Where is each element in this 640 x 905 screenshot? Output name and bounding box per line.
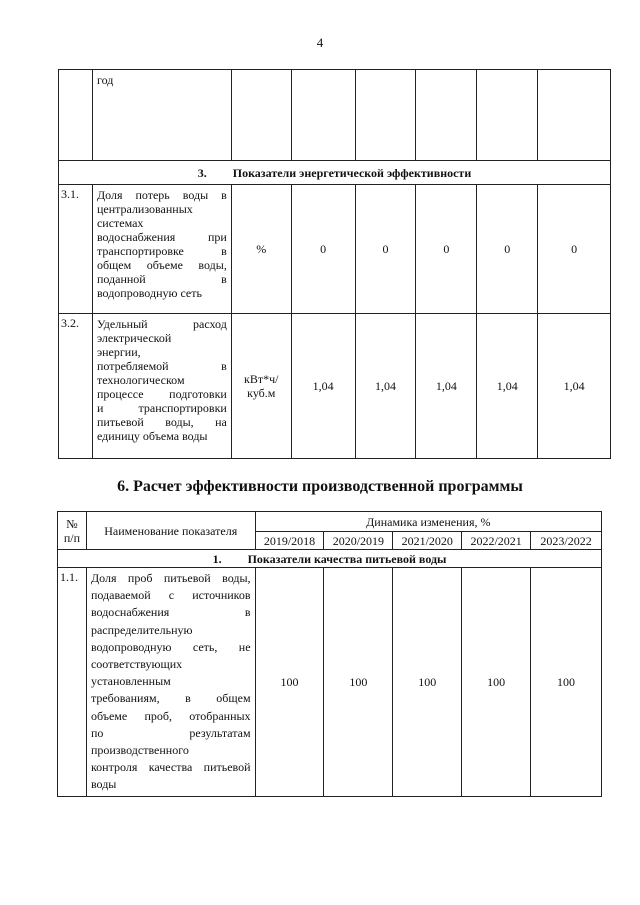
year-header: 2022/2021	[462, 532, 531, 550]
section-heading: 6. Расчет эффективности производственной программы	[117, 478, 523, 495]
year-header: 2021/2020	[393, 532, 462, 550]
value-cell: 1,04	[538, 314, 611, 459]
year-header: 2020/2019	[324, 532, 393, 550]
row-name: год	[92, 70, 231, 161]
row-name: Доля проб питьевой воды, подаваемой с источников водоснабжения в распределительную водопроводную сеть, не соответствующих установленным требованиям, в общем объеме проб, отобранных по результатам производственного контроля качества питьевой воды	[86, 568, 255, 797]
section-row	[59, 161, 611, 185]
section-number: 3.	[197, 165, 207, 180]
value-cell: 1,04	[477, 314, 538, 459]
table-row	[58, 568, 602, 797]
row-name: Удельный расход электрической энергии, потребляемой в технологическом процессе подготовки и транспортировки питьевой воды, на единицу объема воды	[92, 314, 231, 459]
row-number: 3.1.	[59, 185, 93, 314]
value-cell: 1,04	[291, 314, 355, 459]
table-row	[59, 314, 611, 459]
unit-cell: %	[231, 185, 291, 314]
row-number: 3.2.	[59, 314, 93, 459]
header-row	[58, 512, 602, 532]
page-number: 4	[316, 35, 324, 50]
value-cell: 100	[255, 568, 324, 797]
value-cell: 100	[531, 568, 602, 797]
row-name: Доля потерь воды в централизованных системах водоснабжения при транспортировке в общем объеме воды, поданной в водопроводную сеть	[92, 185, 231, 314]
year-header: 2023/2022	[531, 532, 602, 550]
table-row	[59, 185, 611, 314]
value-cell: 0	[538, 185, 611, 314]
indicators-table	[58, 69, 611, 459]
section-number: 1.	[212, 551, 222, 566]
unit-cell: кВт*ч/ куб.м	[231, 314, 291, 459]
value-cell: 0	[291, 185, 355, 314]
value-cell: 100	[462, 568, 531, 797]
num-header: № п/п	[58, 512, 87, 550]
value-cell: 0	[355, 185, 416, 314]
section-row	[58, 550, 602, 568]
section-title: Показатели энергетической эффективности	[232, 165, 472, 180]
section-title: Показатели качества питьевой воды	[247, 551, 447, 566]
value-cell: 100	[324, 568, 393, 797]
year-header: 2019/2018	[255, 532, 324, 550]
table-row	[59, 70, 611, 161]
dynamics-header: Динамика изменения, %	[255, 512, 601, 532]
value-cell: 1,04	[355, 314, 416, 459]
value-cell: 0	[477, 185, 538, 314]
value-cell: 1,04	[416, 314, 477, 459]
name-header: Наименование показателя	[86, 512, 255, 550]
value-cell: 100	[393, 568, 462, 797]
row-number: 1.1.	[58, 568, 87, 797]
efficiency-table	[57, 511, 602, 797]
value-cell: 0	[416, 185, 477, 314]
